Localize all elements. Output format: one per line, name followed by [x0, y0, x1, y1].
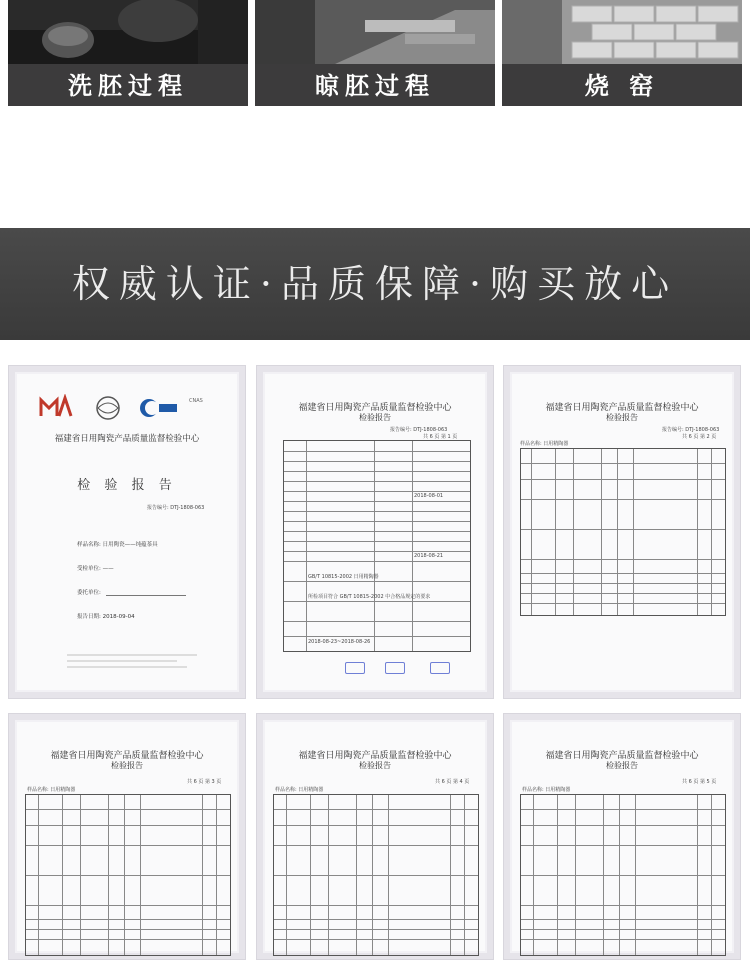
banner-text: 权威认证·品质保障·购买放心 — [71, 262, 679, 306]
results-table — [25, 794, 231, 956]
table-cell: 2018-08-23~2018-08-26 — [308, 639, 371, 645]
report-subtitle: 检验报告 — [111, 761, 143, 770]
testing-mark: CNAS — [189, 398, 203, 404]
kiln-bricks-photo — [502, 0, 742, 64]
page-indicator: 共 6 页 第 1 页 — [423, 434, 458, 440]
certificate-cover — [8, 365, 246, 699]
certificate-page — [17, 722, 237, 951]
report-org-name: 福建省日用陶瓷产品质量监督检验中心 — [545, 403, 699, 413]
signature-stamp — [385, 662, 405, 674]
report-subtitle: 检验报告 — [606, 761, 638, 770]
page-indicator: 共 6 页 第 3 页 — [187, 779, 222, 785]
drying-rack-photo — [255, 0, 495, 64]
certification-banner — [0, 228, 750, 340]
cover-footer-line — [67, 654, 197, 656]
process-label-drying: 晾胚过程 — [315, 72, 435, 100]
results-table — [273, 794, 479, 956]
sample-name: 样品名称: 日用精陶器 — [520, 441, 569, 447]
report-no: 报告编号: DTJ-1808-063 — [390, 427, 448, 433]
ilac-mra-logo-icon — [93, 396, 123, 420]
certificate-page-4 — [256, 713, 494, 960]
signature-stamp — [345, 662, 365, 674]
report-subtitle: 检验报告 — [359, 761, 391, 770]
sample-name: 样品名称: 日用精陶器 — [27, 787, 76, 793]
process-label-kiln: 烧 窑 — [584, 72, 660, 100]
page-indicator: 共 6 页 第 4 页 — [435, 779, 470, 785]
certificate-page — [512, 374, 732, 690]
report-subtitle: 检验报告 — [359, 413, 391, 422]
cover-field-client — [77, 588, 186, 596]
certificate-page — [17, 374, 237, 690]
report-no: 报告编号: DTJ-1808-063 — [662, 427, 720, 433]
field-value: 日用陶瓷——纯蕴茶具 — [102, 542, 158, 548]
report-subtitle: 检验报告 — [606, 413, 638, 422]
cover-field-inspected — [77, 564, 114, 572]
table-cell: 2018-08-21 — [414, 553, 444, 559]
field-value: 2018-09-04 — [102, 614, 135, 620]
page-indicator: 共 6 页 第 2 页 — [682, 434, 717, 440]
certificate-page — [265, 722, 485, 951]
report-table — [283, 440, 471, 652]
certificate-page-3 — [8, 713, 246, 960]
sample-name: 样品名称: 日用精陶器 — [275, 787, 324, 793]
report-org-name: 福建省日用陶瓷产品质量监督检验中心 — [298, 403, 452, 413]
sample-name: 样品名称: 日用精陶器 — [522, 787, 571, 793]
certificate-page-5 — [503, 713, 741, 960]
certificate-gallery — [0, 355, 750, 958]
process-strip — [0, 0, 750, 110]
certificate-page — [265, 374, 485, 690]
page-indicator: 共 6 页 第 5 页 — [682, 779, 717, 785]
process-card-kiln — [502, 0, 742, 106]
report-org-name: 福建省日用陶瓷产品质量监督检验中心 — [545, 751, 699, 761]
worker-washing-photo — [8, 0, 248, 64]
cover-org-name: 福建省日用陶瓷产品质量监督检验中心 — [54, 434, 200, 444]
field-value: —— — [102, 566, 114, 572]
signature-stamp — [430, 662, 450, 674]
field-label: 报告日期: — [77, 614, 101, 620]
field-label: 委托单位: — [77, 590, 101, 596]
table-cell: 所检项目符合 GB/T 10815-2002 中合格品规定的要求 — [308, 594, 431, 600]
cover-report-title: 检 验 报 告 — [77, 478, 177, 493]
field-label: 样品名称: — [77, 542, 101, 548]
cnas-logo-icon — [139, 396, 177, 420]
results-table — [520, 794, 726, 956]
cert-logos — [39, 394, 229, 424]
process-card-washing — [8, 0, 248, 106]
cover-footer-line — [67, 666, 187, 668]
report-org-name: 福建省日用陶瓷产品质量监督检验中心 — [50, 751, 204, 761]
cma-logo-icon — [39, 394, 73, 420]
redacted-line — [106, 589, 186, 596]
certificate-page-1 — [256, 365, 494, 699]
certificate-page-2 — [503, 365, 741, 699]
process-card-drying — [255, 0, 495, 106]
report-org-name: 福建省日用陶瓷产品质量监督检验中心 — [298, 751, 452, 761]
certificate-page — [512, 722, 732, 951]
cover-report-no: 报告编号: DTJ-1808-063 — [147, 505, 205, 511]
cover-field-sample — [77, 540, 158, 548]
results-table — [520, 448, 726, 616]
process-label-washing: 洗胚过程 — [68, 72, 188, 100]
table-cell: 2018-08-01 — [414, 493, 444, 499]
cover-footer-line — [67, 660, 177, 662]
field-label: 受检单位: — [77, 566, 101, 572]
cover-field-date — [77, 612, 135, 620]
table-cell: GB/T 10815-2002 日用精陶器 — [308, 574, 379, 580]
